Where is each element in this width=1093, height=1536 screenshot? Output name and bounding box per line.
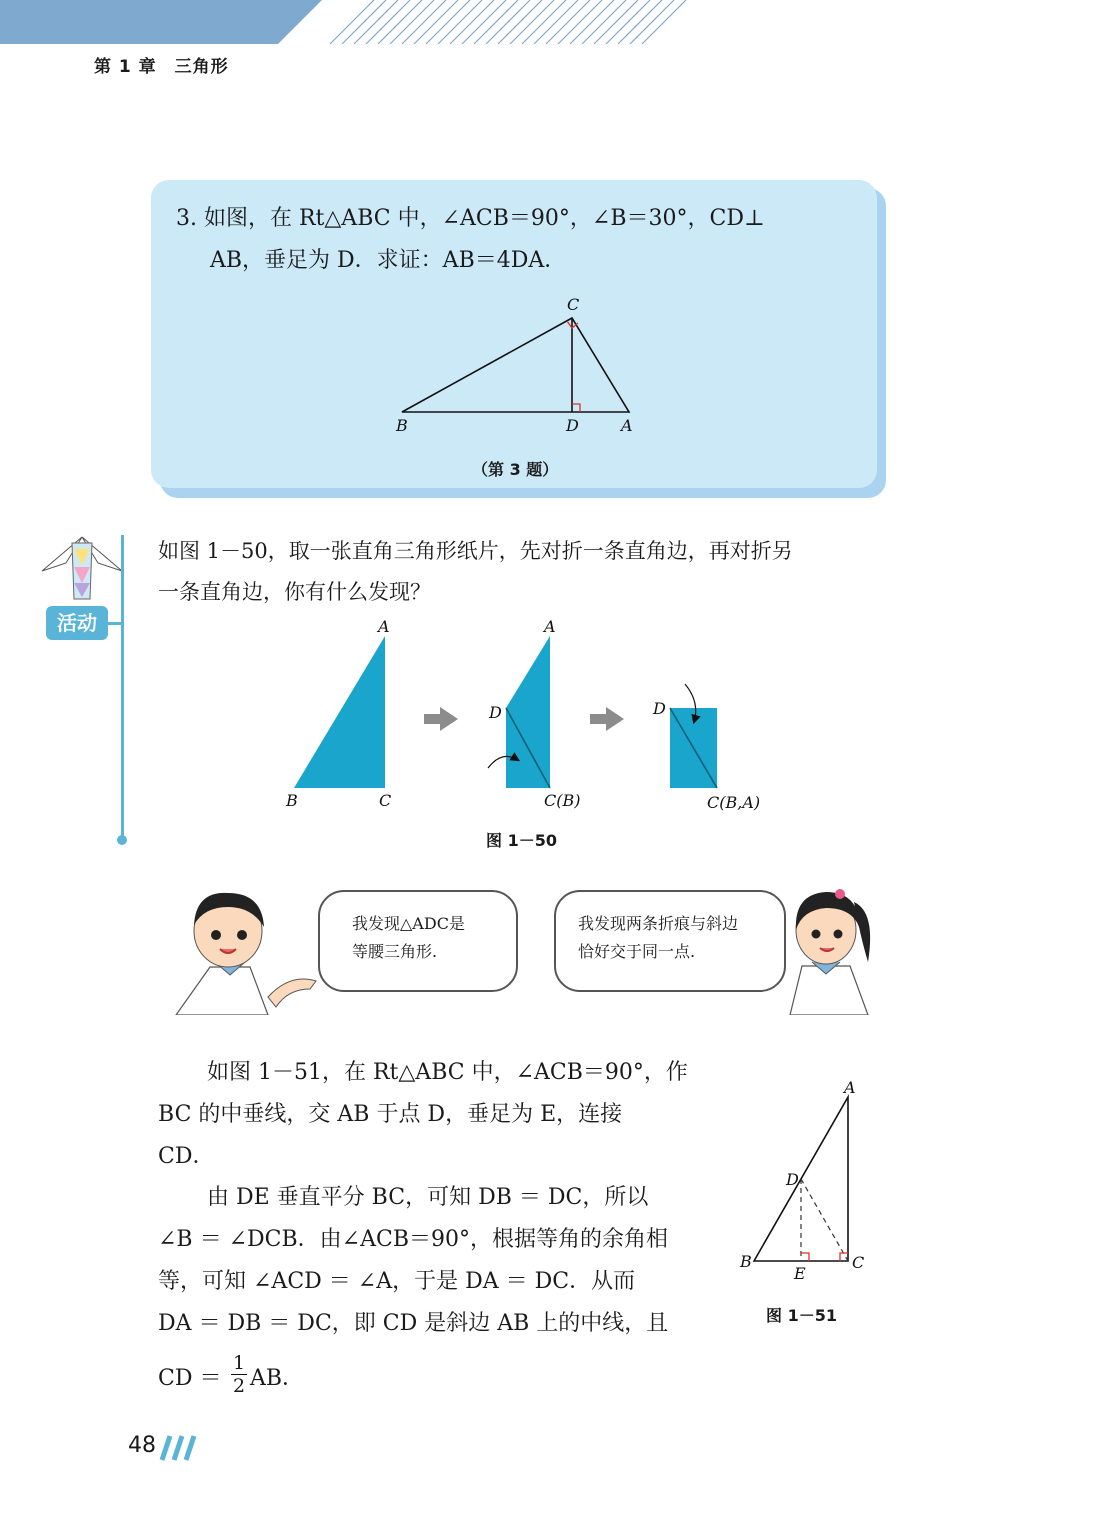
activity-side-line bbox=[121, 535, 124, 837]
body-p1-line1: 如图 1－51，在 Rt△ABC 中，∠ACB＝90°，作 bbox=[207, 1060, 688, 1085]
girl-speech-line1: 我发现两条折痕与斜边 bbox=[578, 914, 739, 933]
fraction-numerator: 1 bbox=[232, 1352, 246, 1374]
activity-text-line1: 如图 1－50，取一张直角三角形纸片，先对折一条直角边，再对折另 bbox=[158, 539, 793, 563]
fig51-label-b: B bbox=[740, 1252, 752, 1271]
fig50-step2-label-cb: C(B) bbox=[544, 791, 581, 810]
arrow-step1 bbox=[424, 707, 458, 731]
body-p2-line5-pre: CD ＝ bbox=[158, 1366, 222, 1391]
girl-speech-bubble bbox=[554, 890, 786, 992]
boy-speech-line2: 等腰三角形. bbox=[352, 942, 438, 961]
body-p2-line2: ∠B ＝ ∠DCB．由∠ACB＝90°，根据等角的余角相 bbox=[158, 1227, 668, 1252]
body-p1-line2: BC 的中垂线，交 AB 于点 D，垂足为 E，连接 bbox=[158, 1102, 623, 1127]
activity-tag-connector bbox=[108, 622, 122, 625]
arrow-step2 bbox=[590, 707, 624, 731]
exercise-text-line1: 3. 如图，在 Rt△ABC 中，∠ACB＝90°，∠B＝30°，CD⊥ bbox=[176, 206, 765, 231]
paper-step1 bbox=[294, 636, 385, 788]
fig51-label-c: C bbox=[852, 1253, 865, 1272]
fig50-step1-label-b: B bbox=[286, 791, 298, 810]
fig50-step2-label-d: D bbox=[489, 703, 502, 722]
label-c: C bbox=[567, 295, 580, 314]
fig50-step2-label-a: A bbox=[544, 617, 556, 636]
page-slash-decoration bbox=[158, 1434, 200, 1462]
activity-text-line2: 一条直角边，你有什么发现？ bbox=[158, 580, 431, 604]
kite-icon bbox=[38, 535, 126, 605]
girl-illustration bbox=[780, 882, 880, 1015]
label-b: B bbox=[396, 416, 408, 435]
header-band bbox=[0, 0, 1093, 44]
fraction-denominator: 2 bbox=[232, 1375, 246, 1397]
right-angle-marks bbox=[567, 321, 580, 412]
figure-1-51 bbox=[730, 1075, 880, 1290]
figure-1-50 bbox=[270, 610, 790, 815]
fig51-label-a: A bbox=[844, 1078, 856, 1097]
body-p2-line5-post: AB． bbox=[250, 1366, 305, 1391]
fig50-step3-label-cba: C(B,A) bbox=[707, 793, 761, 812]
right-angle-marks-51 bbox=[801, 1253, 848, 1261]
exercise-text-line2: AB，垂足为 D．求证：AB＝4DA． bbox=[210, 248, 567, 273]
body-p2-line1: 由 DE 垂直平分 BC，可知 DB ＝ DC，所以 bbox=[207, 1185, 649, 1210]
triangle-abc bbox=[402, 318, 629, 412]
chapter-title: 第 1 章 三角形 bbox=[94, 57, 229, 77]
segment-dc bbox=[801, 1179, 848, 1261]
fig51-label-d: D bbox=[786, 1170, 799, 1189]
fig51-label-e: E bbox=[794, 1264, 806, 1283]
fig50-step1-label-c: C bbox=[379, 791, 392, 810]
activity-end-dot bbox=[117, 835, 127, 845]
boy-speech-line1: 我发现△ADC是 bbox=[352, 914, 465, 933]
body-p1-line3: CD． bbox=[158, 1144, 215, 1169]
paper-step3 bbox=[670, 684, 717, 788]
boy-illustration bbox=[170, 885, 320, 1015]
girl-speech-line2: 恰好交于同一点. bbox=[578, 942, 696, 961]
body-p2-line3: 等，可知 ∠ACD ＝ ∠A，于是 DA ＝ DC．从而 bbox=[158, 1269, 636, 1294]
fig50-step1-label-a: A bbox=[378, 617, 390, 636]
page-number: 48 bbox=[128, 1433, 156, 1458]
figure-1-51-caption: 图 1－51 bbox=[766, 1306, 837, 1325]
figure-1-50-caption: 图 1－50 bbox=[486, 831, 557, 850]
dashed-segments bbox=[801, 1179, 848, 1261]
label-a: A bbox=[621, 416, 633, 435]
activity-tag: 活动 bbox=[46, 606, 108, 640]
boy-speech-bubble bbox=[318, 890, 518, 992]
exercise-caption: （第 3 题） bbox=[472, 460, 559, 479]
exercise-triangle-figure bbox=[380, 290, 660, 440]
body-p2-line4: DA ＝ DB ＝ DC，即 CD 是斜边 AB 上的中线，且 bbox=[158, 1311, 669, 1336]
label-d: D bbox=[566, 416, 579, 435]
fraction-one-half bbox=[231, 1352, 247, 1397]
fig50-step3-label-d: D bbox=[653, 699, 666, 718]
